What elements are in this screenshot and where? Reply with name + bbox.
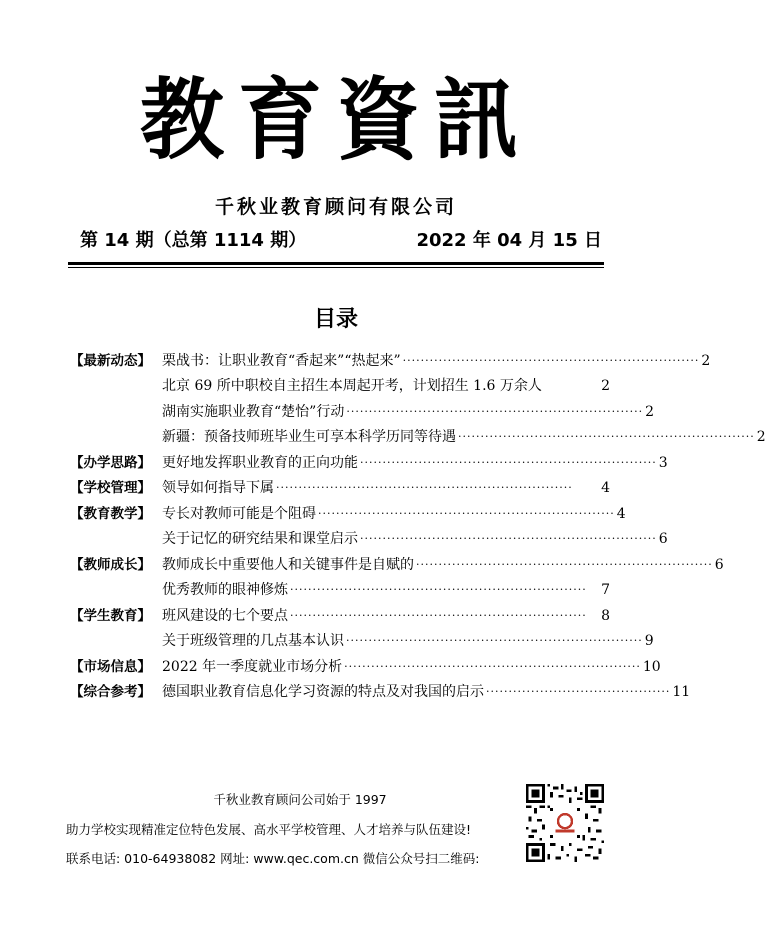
masthead-title: 教育資訊 [139, 67, 532, 172]
toc-page-number: 2 [701, 352, 711, 369]
toc-entry-title: 关于班级管理的几点基本认识 [162, 633, 344, 649]
toc-page-number: 6 [658, 531, 668, 547]
toc-entry[interactable] [70, 626, 654, 652]
footer-slogan: 助力学校实现精准定位特色发展、高水平学校管理、人才培养与队伍建设! [66, 822, 472, 837]
toc-entry-title: 关于记忆的研究结果和课堂启示 [162, 531, 358, 547]
toc-page-number: 6 [714, 556, 724, 573]
toc-category: 【市场信息】 [70, 658, 151, 675]
header-divider-thin [68, 267, 604, 268]
toc-category: 【学生教育】 [70, 607, 151, 624]
table-of-contents [70, 345, 766, 702]
toc-entry-title: 更好地发挥职业教育的正向功能 [162, 454, 358, 471]
qr-code-icon [526, 784, 604, 862]
toc-entry-title: 湖南实施职业教育“楚怡”行动 [162, 403, 345, 420]
footer-founded: 千秋业教育顾问公司始于 1997 [213, 792, 387, 807]
toc-leader-dots: ·································································· [346, 404, 644, 418]
toc-leader-dots: ·································································· [360, 532, 657, 545]
issue-number: 第 14 期（总第 1114 期） [80, 230, 307, 251]
toc-category: 【教师成长】 [70, 556, 151, 573]
company-name: 千秋业教育顾问有限公司 [214, 196, 457, 218]
toc-entry-title: 教师成长中重要他人和关键事件是自赋的 [162, 556, 414, 573]
toc-category: 【办学思路】 [70, 454, 151, 471]
toc-title: 目录 [313, 307, 358, 332]
toc-leader-dots: ·································································· [416, 557, 713, 571]
toc-entry[interactable] [70, 524, 668, 550]
toc-entry[interactable] [70, 396, 655, 422]
toc-entry[interactable] [70, 575, 610, 601]
issue-date: 2022 年 04 月 15 日 [416, 230, 602, 251]
toc-entry[interactable] [70, 549, 724, 575]
toc-leader-dots: ·································································· [346, 634, 643, 647]
toc-entry-title: 北京 69 所中职校自主招生本周起开考，计划招生 1.6 万余人 [162, 378, 542, 394]
toc-leader-dots: ·································································· [290, 608, 587, 622]
toc-leader-dots: ·································································· [276, 481, 573, 494]
toc-entry-title: 优秀教师的眼神修炼 [162, 582, 288, 598]
toc-page-number: 4 [601, 480, 610, 496]
toc-leader-dots: ·································································· [344, 659, 641, 673]
toc-entry[interactable] [70, 600, 610, 626]
toc-entry[interactable] [70, 677, 691, 703]
toc-entry[interactable] [70, 422, 766, 448]
toc-entry-title: 专长对教师可能是个阻碍 [162, 505, 316, 522]
toc-page-number: 3 [658, 454, 668, 471]
toc-entry-title: 德国职业教育信息化学习资源的特点及对我国的启示 [162, 684, 484, 700]
toc-entry-title: 2022 年一季度就业市场分析 [162, 658, 343, 675]
toc-leader-dots: ·································································· [458, 430, 755, 443]
toc-entry[interactable] [70, 651, 661, 677]
toc-page-number: 8 [601, 607, 610, 624]
toc-page-number: 10 [642, 658, 661, 675]
footer-contact: 联系电话: 010-64938082 网址: www.qec.com.cn 微信公众号扫二维码: [66, 851, 480, 866]
toc-category: 【学校管理】 [70, 480, 151, 496]
toc-leader-dots: ·································································· [290, 583, 587, 596]
toc-category: 【教育教学】 [70, 505, 151, 522]
toc-leader-dots: ·································································· [318, 506, 615, 520]
toc-entry[interactable] [70, 345, 711, 371]
toc-entry-title: 栗战书：让职业教育“香起来”“热起来” [162, 352, 401, 369]
toc-leader-dots: ·································································· [402, 353, 700, 367]
toc-page-number: 2 [601, 378, 610, 394]
header-divider-thick [68, 262, 604, 265]
toc-page-number: 2 [645, 403, 655, 420]
toc-category: 【最新动态】 [70, 352, 151, 369]
toc-page-number: 7 [601, 582, 610, 598]
toc-category: 【综合参考】 [70, 684, 151, 700]
toc-page-number: 4 [616, 505, 626, 522]
toc-page-number: 11 [672, 684, 691, 700]
toc-page-number: 9 [644, 633, 654, 649]
toc-entry[interactable] [70, 498, 626, 524]
toc-page-number: 2 [756, 429, 766, 445]
toc-leader-dots: ········································· [486, 685, 671, 698]
toc-entry[interactable] [70, 371, 610, 397]
toc-entry-title: 班风建设的七个要点 [162, 607, 288, 624]
toc-entry[interactable] [70, 473, 610, 499]
toc-leader-dots: ·································································· [360, 455, 657, 469]
toc-entry[interactable] [70, 447, 668, 473]
toc-entry-title: 领导如何指导下属 [162, 480, 274, 496]
toc-entry-title: 新疆：预备技师班毕业生可享本科学历同等待遇 [162, 429, 456, 445]
